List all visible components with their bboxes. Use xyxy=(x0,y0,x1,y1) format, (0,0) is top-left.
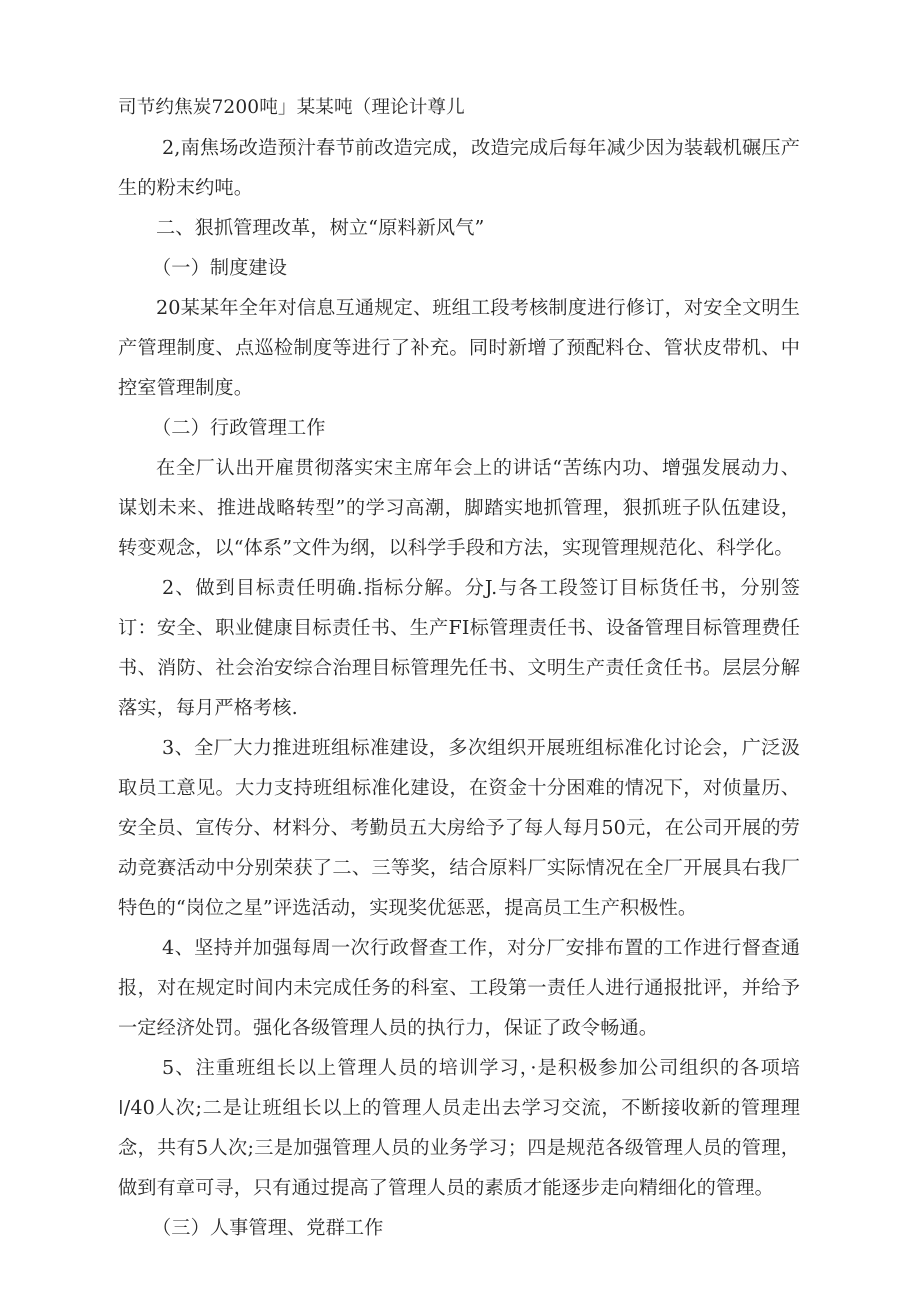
paragraph-item-3: 3、全厂大力推进班组标准建设，多次组织开展班组标准化讨论会，广泛汲取员工意见。大力支持班组标准化建设，在资金十分困难的情况下，对侦量历、安全员、宣传分、材料分、考勤员五大房给予了每人每月50元，在公司开展的劳动竞赛活动中分别荣获了二、三等奖，结合原料厂实际情况在全厂开展具右我厂特色的“岗位之星”评选活动，实现奖优惩恶，提高员工生产积极性。 xyxy=(118,736,800,919)
paragraph-system-construction-body: 20某某年全年对信息互通规定、班组工段考核制度进行修订，对安全文明生产管理制度、点巡检制度等进行了补充。同时新增了预配料仓、管状皮带机、中控室管理制度。 xyxy=(118,296,800,399)
paragraph-item-2: 2,南焦场改造预汁春节前改造完成，改造完成后每年减少因为装载机碾压产生的粉末约吨。 xyxy=(118,136,800,199)
paragraph-continuation: 司节约焦炭7200吨」某某吨（理论计尊儿 xyxy=(118,97,465,118)
subheading-administrative-work: （二）行政管理工作 xyxy=(152,416,326,439)
document-body xyxy=(118,88,800,1248)
paragraph-item-4: 4、坚持并加强每周一次行政督查工作，对分厂安排布置的工作进行督查通报，对在规定时间内未完成任务的科室、工段第一责任人进行通报批评，并给予一定经济处罚。强化各级管理人员的执行力，保证了政令畅通。 xyxy=(118,936,800,1039)
paragraph-item-2b: 2、做到目标责任明确.指标分解。分J.与各工段签订目标货任书，分别签订：安全、职业健康目标责任书、生产FI标管理责任书、设备管理目标管理费任书、消防、社会治安综合治理目标管理先任书、文明生产责任贪任书。层层分解落实，每月严格考核. xyxy=(118,576,800,719)
paragraph-item-5: 5、注重班组长以上管理人员的培训学习，·是积极参加公司组织的各项培ǀ/40人次;二是让班组长以上的管理人员走出去学习交流，不断接收新的管理理念，共有5人次;三是加强管理人员的业务学习；四是规范各级管理人员的管理，做到有章可寻，只有通过提高了管理人员的素质才能逐步走向精细化的管理。 xyxy=(118,1056,800,1199)
paragraph-administrative-body: 在全厂认出开雇贯彻落实宋主席年会上的讲话“苦练内功、增强发展动力、谋划未来、推进战略转型”的学习高潮，脚踏实地抓管理，狠抓班子队伍建设，转变观念，以“体系”文件为纲，以科学手段和方法，实现管理规范化、科学化。 xyxy=(118,456,800,559)
section-heading-two: 二、狠抓管理改革，树立“原料新风气” xyxy=(156,216,485,239)
subheading-hr-party-work: （三）人事管理、党群工作 xyxy=(152,1216,384,1239)
subheading-system-construction: （一）制度建设 xyxy=(152,256,288,279)
